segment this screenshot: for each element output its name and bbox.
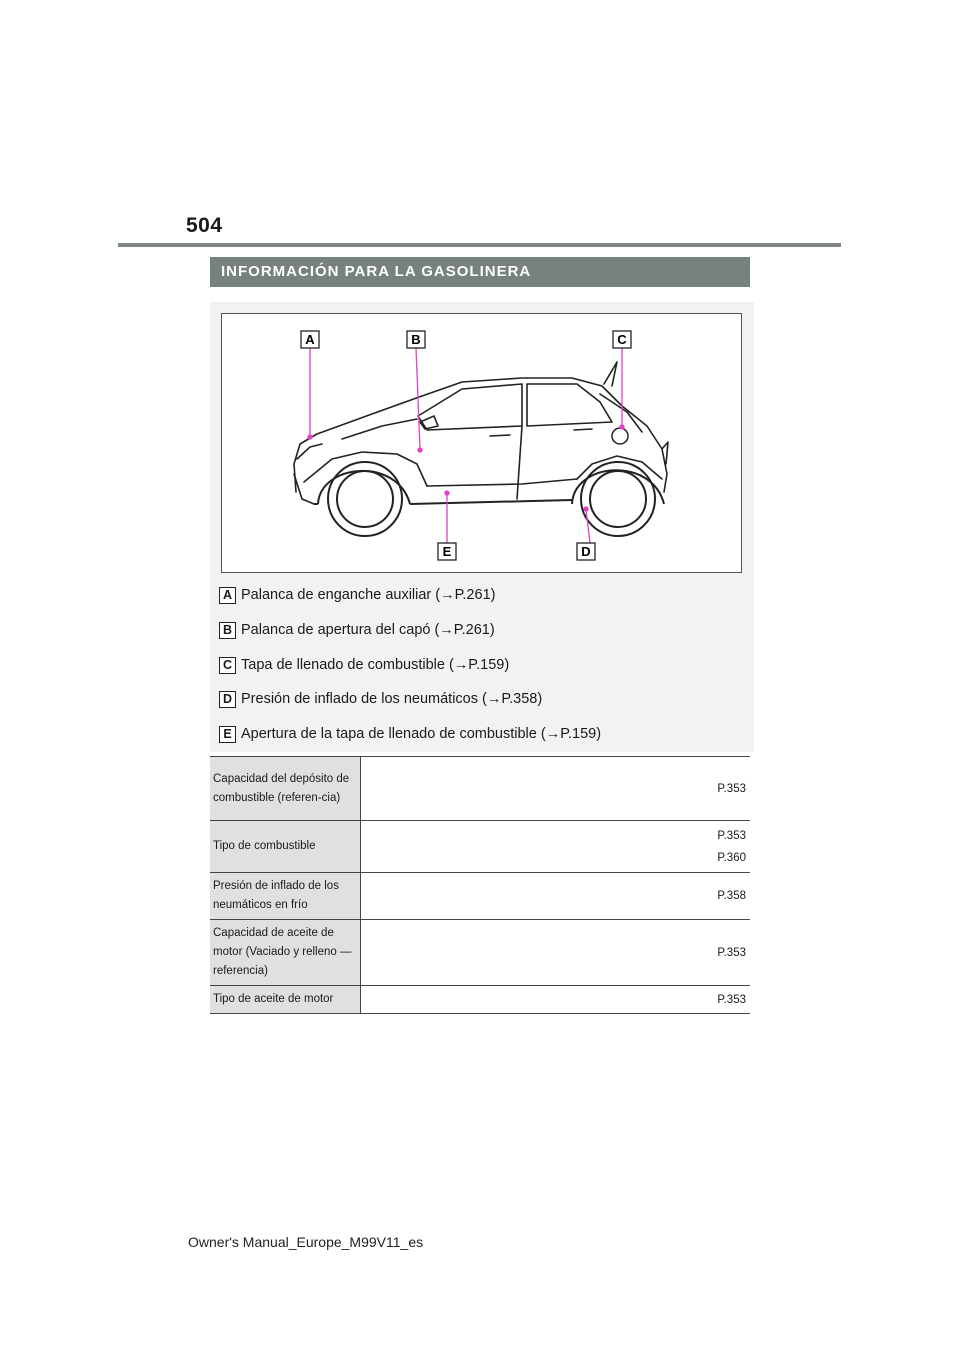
callout-a xyxy=(301,331,319,348)
callout-b xyxy=(407,331,425,348)
footer-text: Owner's Manual_Europe_M99V11_es xyxy=(188,1234,424,1250)
top-rule xyxy=(118,243,841,247)
legend-letter: B xyxy=(219,622,236,639)
spec-label: Presión de inflado de los neumáticos en frío xyxy=(210,873,360,920)
section-title: INFORMACIÓN PARA LA GASOLINERA xyxy=(210,257,750,287)
legend-text: Palanca de enganche auxiliar (→P.261) xyxy=(241,587,496,603)
spec-value: P.353 xyxy=(360,920,750,986)
legend-text: Tapa de llenado de combustible (→P.159) xyxy=(241,657,510,673)
table-row xyxy=(210,873,750,920)
callout-e xyxy=(438,543,456,560)
table-row xyxy=(210,986,750,1014)
svg-text:D: D xyxy=(581,544,591,559)
callout-c xyxy=(613,331,631,348)
car-side-illustration xyxy=(222,314,743,574)
car-diagram xyxy=(221,313,742,573)
legend-text: Presión de inflado de los neumáticos (→P.358) xyxy=(241,691,543,707)
page-number: 504 xyxy=(186,214,223,237)
spec-label: Capacidad de aceite de motor (Vaciado y relleno — referencia) xyxy=(210,920,360,986)
legend-letter: A xyxy=(219,587,236,604)
legend-item-a xyxy=(219,584,495,606)
spec-value: P.353 xyxy=(360,986,750,1014)
table-row xyxy=(210,920,750,986)
svg-text:C: C xyxy=(617,332,627,347)
specs-table xyxy=(210,756,750,1014)
fuel-door-icon xyxy=(612,428,628,444)
table-row xyxy=(210,821,750,873)
legend-letter: E xyxy=(219,726,236,743)
legend-item-d xyxy=(219,688,542,710)
legend-text: Palanca de apertura del capó (→P.261) xyxy=(241,622,495,638)
legend-letter: C xyxy=(219,657,236,674)
table-row xyxy=(210,757,750,821)
spec-label: Tipo de combustible xyxy=(210,821,360,873)
legend-letter: D xyxy=(219,691,236,708)
callout-d xyxy=(577,543,595,560)
spec-value: P.353 xyxy=(360,757,750,821)
legend-item-c xyxy=(219,654,509,676)
spec-label: Capacidad del depósito de combustible (referen-cia) xyxy=(210,757,360,821)
spec-value xyxy=(360,821,750,873)
spec-label: Tipo de aceite de motor xyxy=(210,986,360,1014)
legend-text: Apertura de la tapa de llenado de combustible (→P.159) xyxy=(241,726,602,742)
spec-value: P.358 xyxy=(360,873,750,920)
legend-item-b xyxy=(219,619,495,641)
spec-value-line: P.353 xyxy=(717,829,746,842)
legend-item-e xyxy=(219,723,601,745)
svg-text:E: E xyxy=(442,544,452,559)
svg-text:B: B xyxy=(411,332,421,347)
svg-text:A: A xyxy=(305,332,315,347)
spec-value-line: P.360 xyxy=(717,851,746,864)
